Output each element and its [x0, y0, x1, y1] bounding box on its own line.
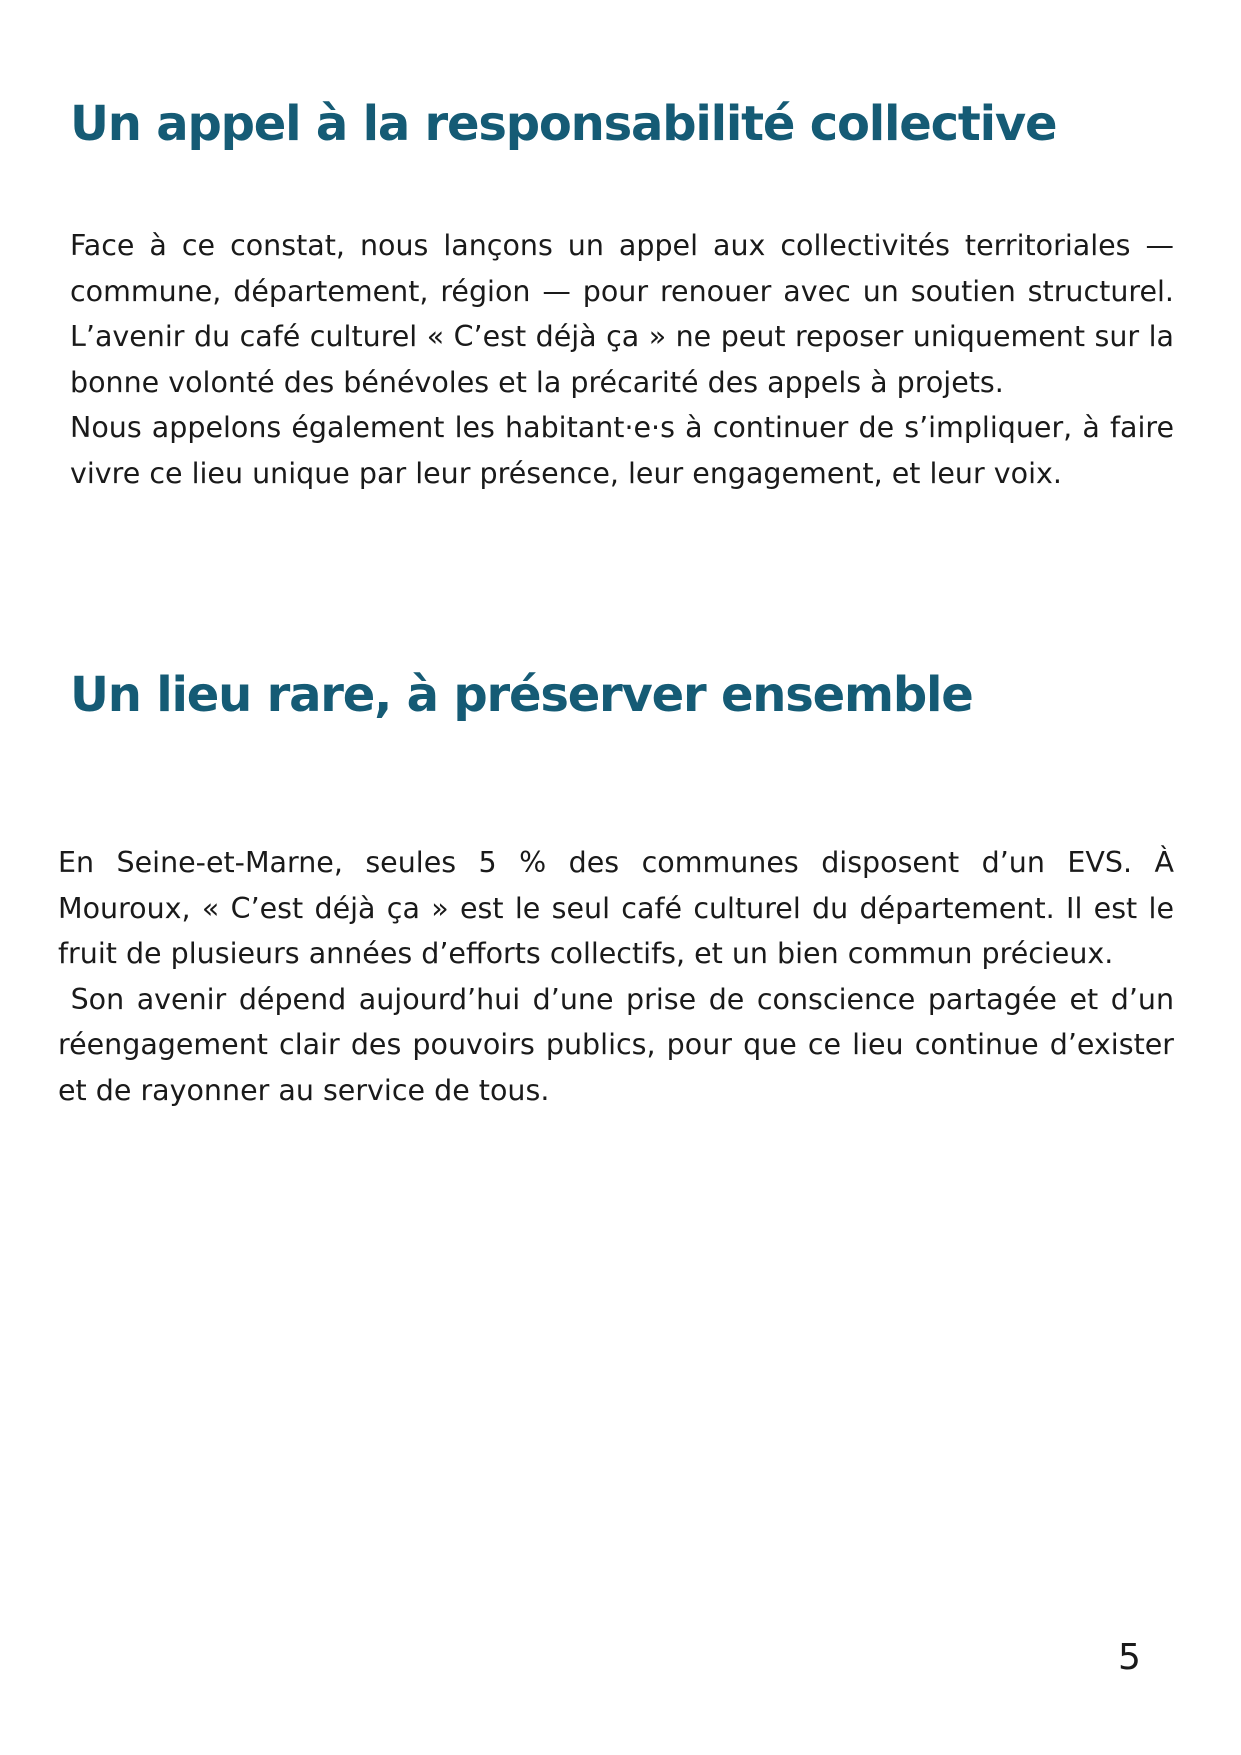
- paragraph-appeal-to-residents: Nous appelons également les habitant·e·s à continuer de s’impliquer, à faire vivre ce lieu unique par leur présence, leur engagement, et leur voix.: [70, 411, 1174, 490]
- section-heading-rare-place: Un lieu rare, à préserver ensemble: [70, 667, 973, 723]
- paragraph-appeal-to-authorities: Face à ce constat, nous lançons un appel aux collectivités territoriales — commune, département, région — pour renouer avec un soutien structurel. L’avenir du café culturel « C’est déjà ça » ne peut reposer uniquement sur la bonne volonté des bénévoles et la précarité des appels à projets.: [70, 229, 1174, 399]
- section-heading-collective-responsibility: Un appel à la responsabilité collective: [70, 96, 1057, 152]
- section-body-rare-place: [58, 840, 1184, 1113]
- section-body-collective-responsibility: [70, 223, 1174, 496]
- paragraph-seine-et-marne-context: En Seine-et-Marne, seules 5 % des communes disposent d’un EVS. À Mouroux, « C’est déjà ça » est le seul café culturel du département. Il est le fruit de plusieurs années d’efforts collectifs, et un bien commun précieux.: [58, 846, 1174, 970]
- page-number: 5: [1118, 1637, 1141, 1678]
- paragraph-future-depends: Son avenir dépend aujourd’hui d’une prise de conscience partagée et d’un réengagement clair des pouvoirs publics, pour que ce lieu continue d’exister et de rayonner au service de tous.: [58, 982, 1184, 1107]
